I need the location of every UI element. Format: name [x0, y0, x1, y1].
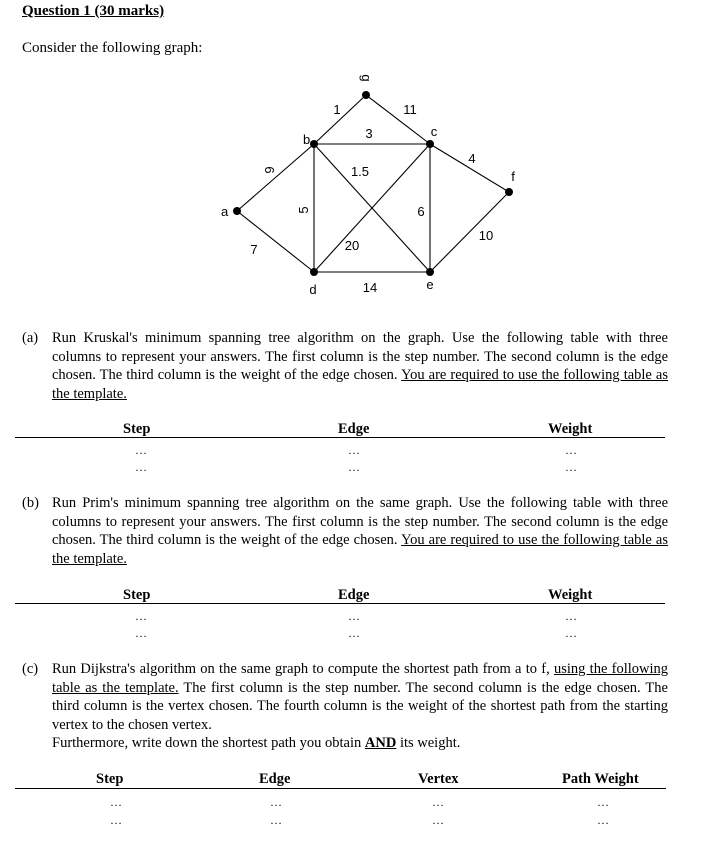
edge-a-b [237, 144, 314, 214]
table-c-header-vertex: Vertex [418, 771, 459, 787]
table-c-header-path-weight: Path Weight [562, 771, 639, 787]
table-c-placeholder: … [270, 795, 282, 809]
vertex-label-b: b [303, 132, 311, 147]
table-c-placeholder: … [432, 813, 444, 827]
table-c-placeholder: … [270, 813, 282, 827]
table-a-header-weight: Weight [548, 421, 593, 437]
table-c-placeholder: … [110, 795, 122, 809]
table-a-header-step: Step [123, 421, 151, 437]
intro-text: Consider the following graph: [22, 40, 203, 56]
vertex-e [426, 268, 434, 276]
table-c-rule [15, 788, 666, 789]
table-c-placeholder: … [110, 813, 122, 827]
weight-a-d: 7 [250, 242, 258, 257]
table-b-header-step: Step [123, 587, 151, 603]
vertex-label-c: c [430, 124, 438, 139]
part-c-text: Run Dijkstra's algorithm on the same graph to compute the shortest path from a to f, using the following table as the template. The first column is the step number. The second column is the edge chosen. The third column is the vertex chosen. The fourth column is the weight of the shortest path from the starting vertex to the chosen vertex. Furthermore, write down the shortest path you obtain AND its weight. [52, 661, 669, 751]
weight-g-b: 1 [333, 102, 341, 117]
table-a-placeholder: … [348, 460, 360, 474]
vertex-b [310, 140, 318, 148]
graph-figure [0, 0, 711, 310]
table-b-placeholder: … [348, 626, 360, 640]
table-b-header-edge: Edge [338, 587, 370, 603]
weight-b-d: 5 [296, 206, 311, 214]
weight-b-e: 1.5 [350, 164, 370, 179]
part-c-label: (c) [22, 661, 39, 677]
part-b-label: (b) [22, 495, 39, 511]
vertex-f [505, 188, 513, 196]
table-c-placeholder: … [597, 813, 609, 827]
vertex-a [233, 207, 241, 215]
part-a-text: Run Kruskal's minimum spanning tree algorithm on the graph. Use the following table with three columns to represent your answers. The first column is the step number. The second column is the edge chosen. The third column is the weight of the edge chosen. You are required to use the following table as the template. [52, 330, 669, 402]
table-a-header-edge: Edge [338, 421, 370, 437]
vertex-label-g: g [359, 74, 374, 82]
table-b-rule [15, 603, 665, 604]
table-c-header-edge: Edge [259, 771, 291, 787]
part-b-text: Run Prim's minimum spanning tree algorithm on the same graph. Use the following table with three columns to represent your answers. The first column is the step number. The second column is the edge chosen. The third column is the weight of the edge chosen. You are required to use the following table as the template. [52, 495, 669, 567]
table-c-header-step: Step [96, 771, 124, 787]
vertex-label-d: d [309, 282, 317, 297]
question-title: Question 1 (30 marks) [22, 3, 165, 19]
table-a-rule [15, 437, 665, 438]
table-b-placeholder: … [565, 626, 577, 640]
vertex-g [362, 91, 370, 99]
weight-d-c: 20 [344, 238, 360, 253]
table-a-placeholder: … [565, 443, 577, 457]
weight-b-c: 3 [365, 126, 373, 141]
table-c-placeholder: … [597, 795, 609, 809]
weight-d-e: 14 [362, 280, 378, 295]
table-a-placeholder: … [348, 443, 360, 457]
edge-e-f [430, 192, 509, 272]
vertex-label-e: e [426, 277, 434, 292]
table-a-placeholder: … [135, 460, 147, 474]
vertex-c [426, 140, 434, 148]
part-a-label: (a) [22, 330, 39, 346]
weight-c-e: 6 [417, 204, 425, 219]
edge-g-c [366, 95, 430, 144]
vertex-label-a: a [221, 204, 229, 219]
table-b-placeholder: … [135, 626, 147, 640]
weight-c-f: 4 [468, 151, 476, 166]
table-b-placeholder: … [348, 609, 360, 623]
table-c-placeholder: … [432, 795, 444, 809]
vertex-label-f: f [511, 169, 515, 184]
table-b-header-weight: Weight [548, 587, 593, 603]
edge-a-d [237, 211, 314, 272]
weight-e-f: 10 [478, 228, 494, 243]
table-b-placeholder: … [135, 609, 147, 623]
table-a-placeholder: … [565, 460, 577, 474]
vertex-d [310, 268, 318, 276]
table-a-placeholder: … [135, 443, 147, 457]
weight-a-b: 9 [262, 166, 277, 174]
weight-g-c: 11 [403, 102, 417, 117]
table-b-placeholder: … [565, 609, 577, 623]
